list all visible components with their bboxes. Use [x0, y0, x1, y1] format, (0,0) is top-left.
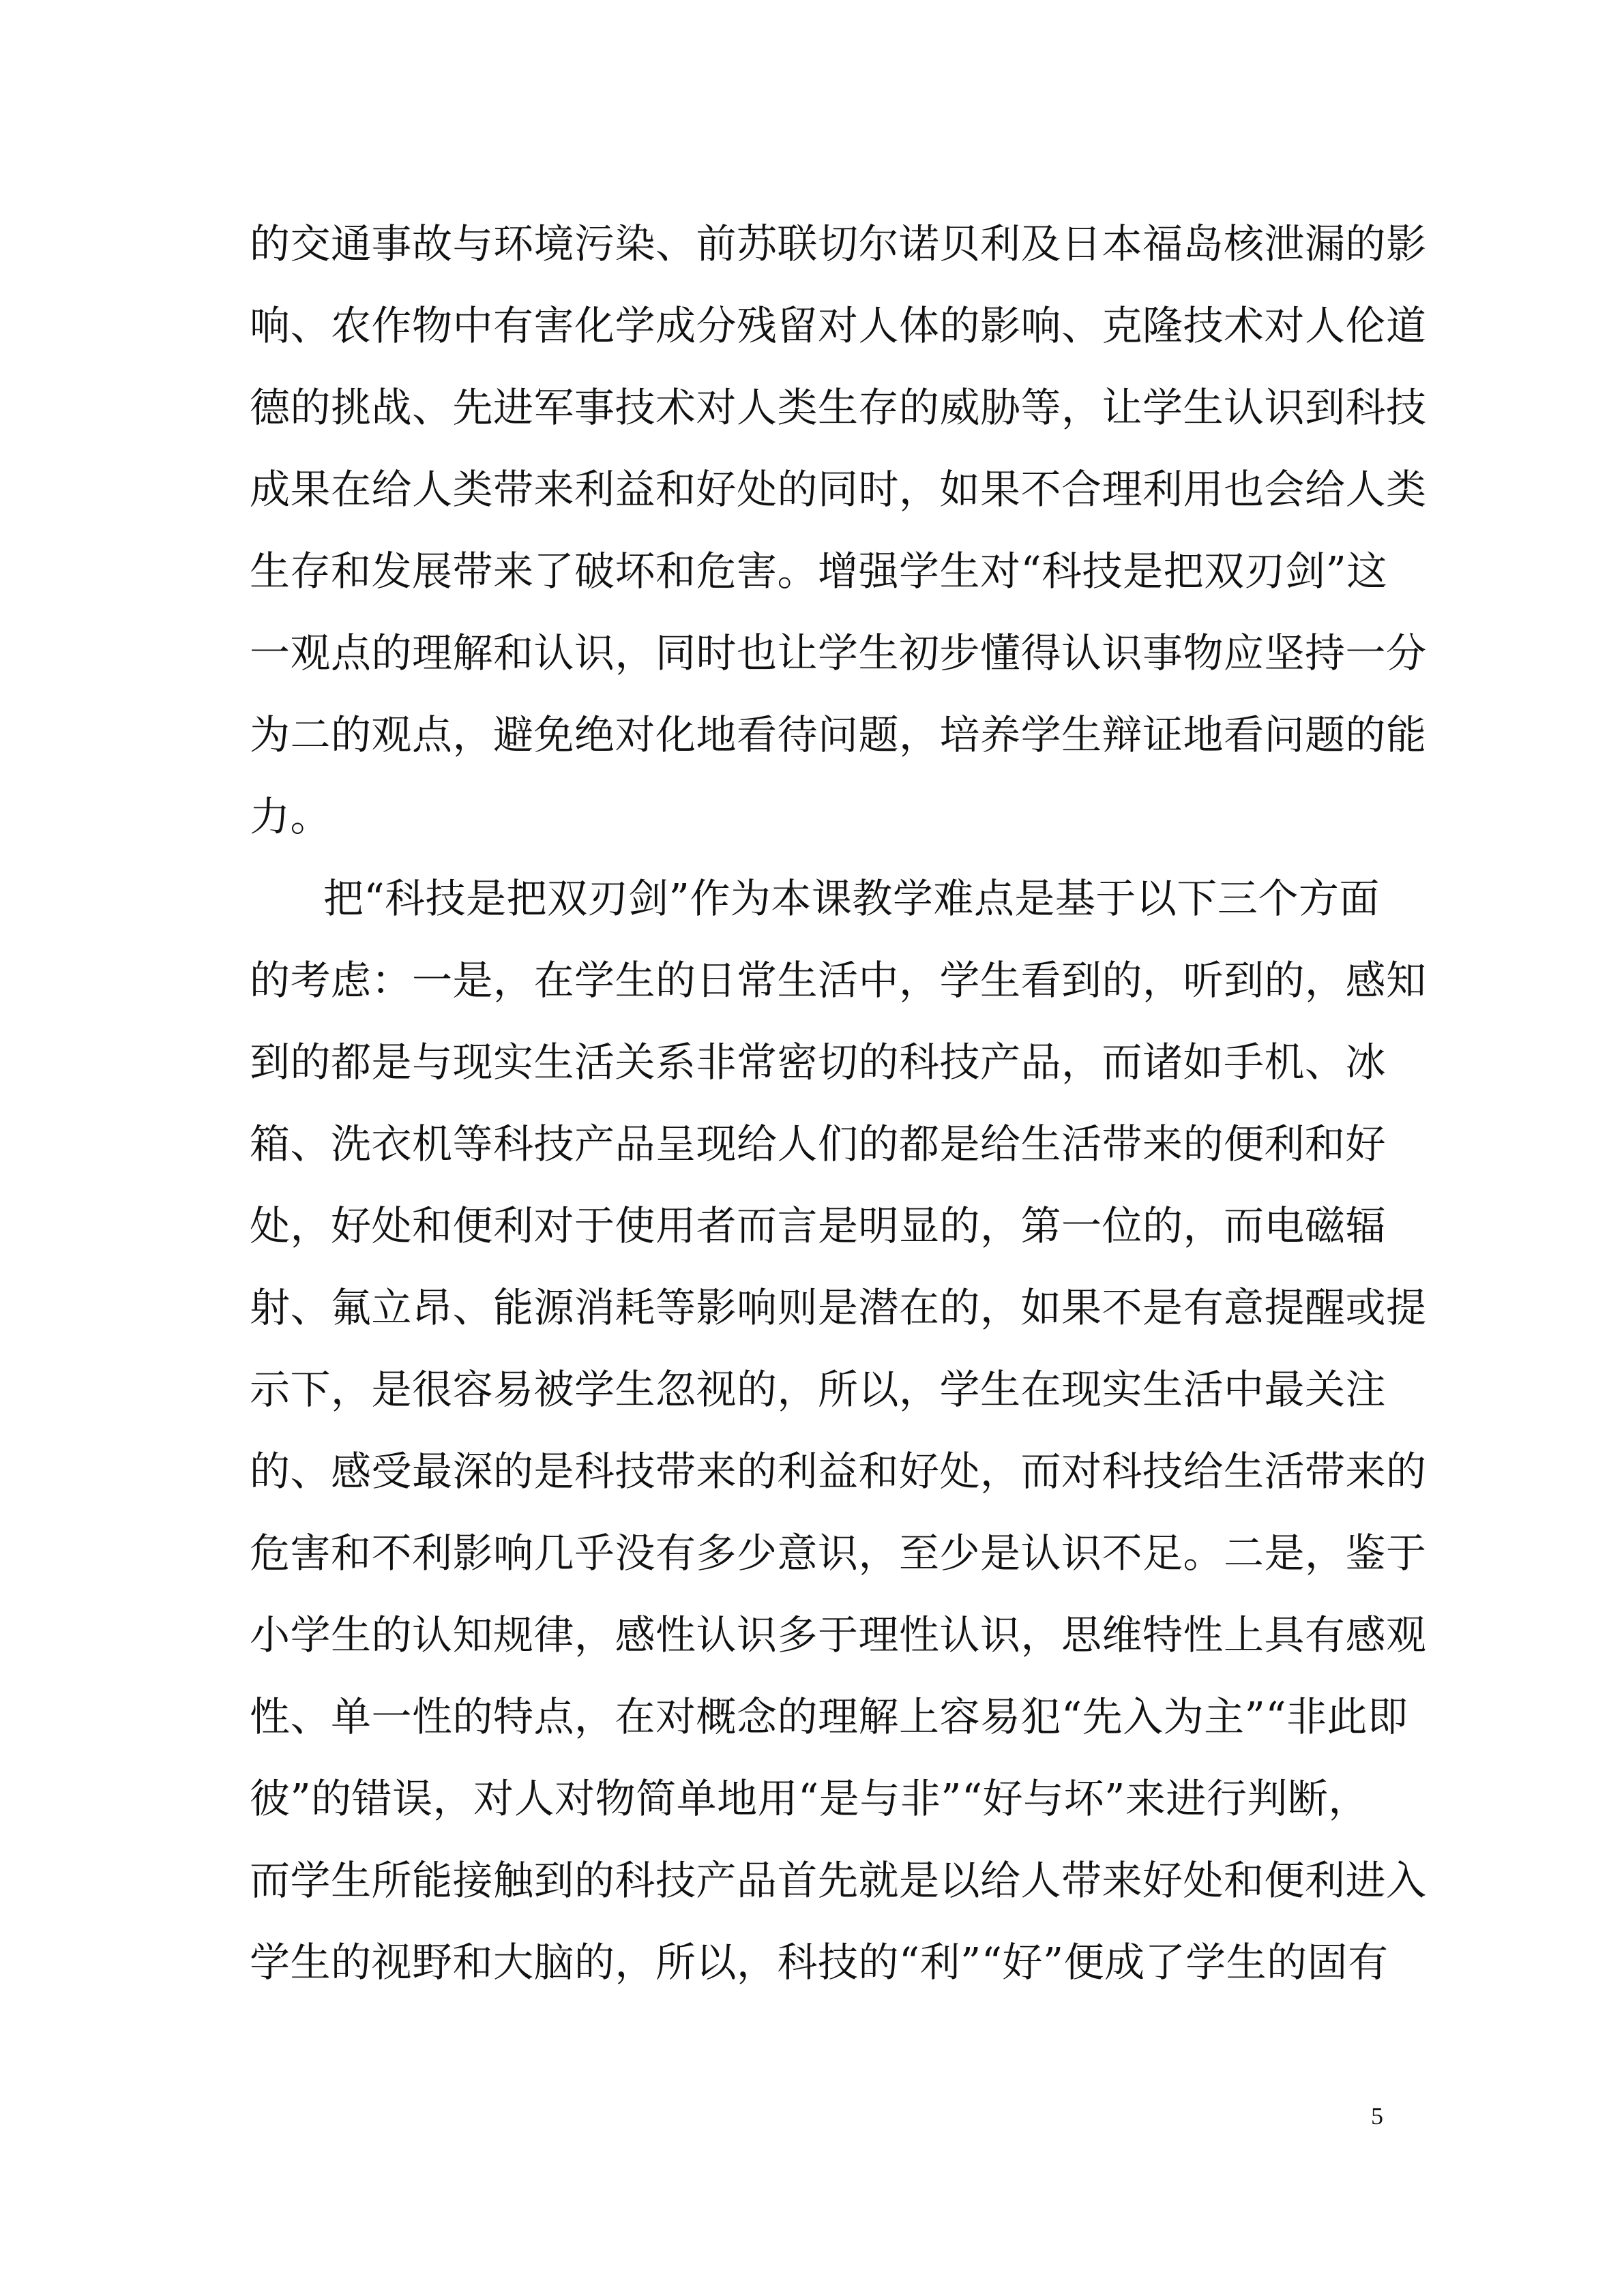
text-line: 彼”的错误，对人对物简单地用“是与非”“好与坏”来进行判断， — [250, 1775, 1369, 1822]
paragraph-first-line: 把“科技是把双刃剑”作为本课教学难点是基于以下三个方面 — [323, 875, 1380, 922]
text-line: 性、单一性的特点，在对概念的理解上容易犯“先入为主”“非此即 — [250, 1693, 1408, 1740]
text-line: 箱、洗衣机等科技产品呈现给人们的都是给生活带来的便利和好 — [250, 1120, 1387, 1167]
text-line: 到的都是与现实生活关系非常密切的科技产品，而诸如手机、冰 — [250, 1039, 1387, 1086]
text-line: 示下，是很容易被学生忽视的，所以，学生在现实生活中最关注 — [250, 1366, 1387, 1413]
text-line: 处，好处和便利对于使用者而言是明显的，第一位的，而电磁辐 — [250, 1202, 1387, 1249]
text-line: 成果在给人类带来利益和好处的同时，如果不合理利用也会给人类 — [250, 466, 1427, 513]
text-line: 一观点的理解和认识，同时也让学生初步懂得认识事物应坚持一分 — [250, 629, 1427, 676]
text-line: 射、氟立昂、能源消耗等影响则是潜在的，如果不是有意提醒或提 — [250, 1284, 1427, 1331]
text-line: 德的挑战、先进军事技术对人类生存的威胁等，让学生认识到科技 — [250, 384, 1427, 431]
text-line: 危害和不利影响几乎没有多少意识，至少是认识不足。二是，鉴于 — [250, 1530, 1427, 1577]
text-line: 力。 — [250, 793, 331, 840]
text-line: 小学生的认知规律，感性认识多于理性认识，思维特性上具有感观 — [250, 1611, 1427, 1658]
text-line: 学生的视野和大脑的，所以，科技的“利”“好”便成了学生的固有 — [250, 1939, 1389, 1986]
text-line: 的考虑：一是，在学生的日常生活中，学生看到的，听到的，感知 — [250, 957, 1427, 1004]
text-line: 而学生所能接触到的科技产品首先就是以给人带来好处和便利进入 — [250, 1857, 1427, 1904]
text-line: 为二的观点，避免绝对化地看待问题，培养学生辩证地看问题的能 — [250, 711, 1427, 758]
text-line: 的交通事故与环境污染、前苏联切尔诺贝利及日本福岛核泄漏的影 — [250, 220, 1427, 267]
text-line: 生存和发展带来了破坏和危害。增强学生对“科技是把双刃剑”这 — [250, 548, 1387, 595]
page-number: 5 — [1371, 2102, 1383, 2130]
text-line: 响、农作物中有害化学成分残留对人体的影响、克隆技术对人伦道 — [250, 302, 1427, 349]
text-line: 的、感受最深的是科技带来的利益和好处，而对科技给生活带来的 — [250, 1448, 1427, 1495]
